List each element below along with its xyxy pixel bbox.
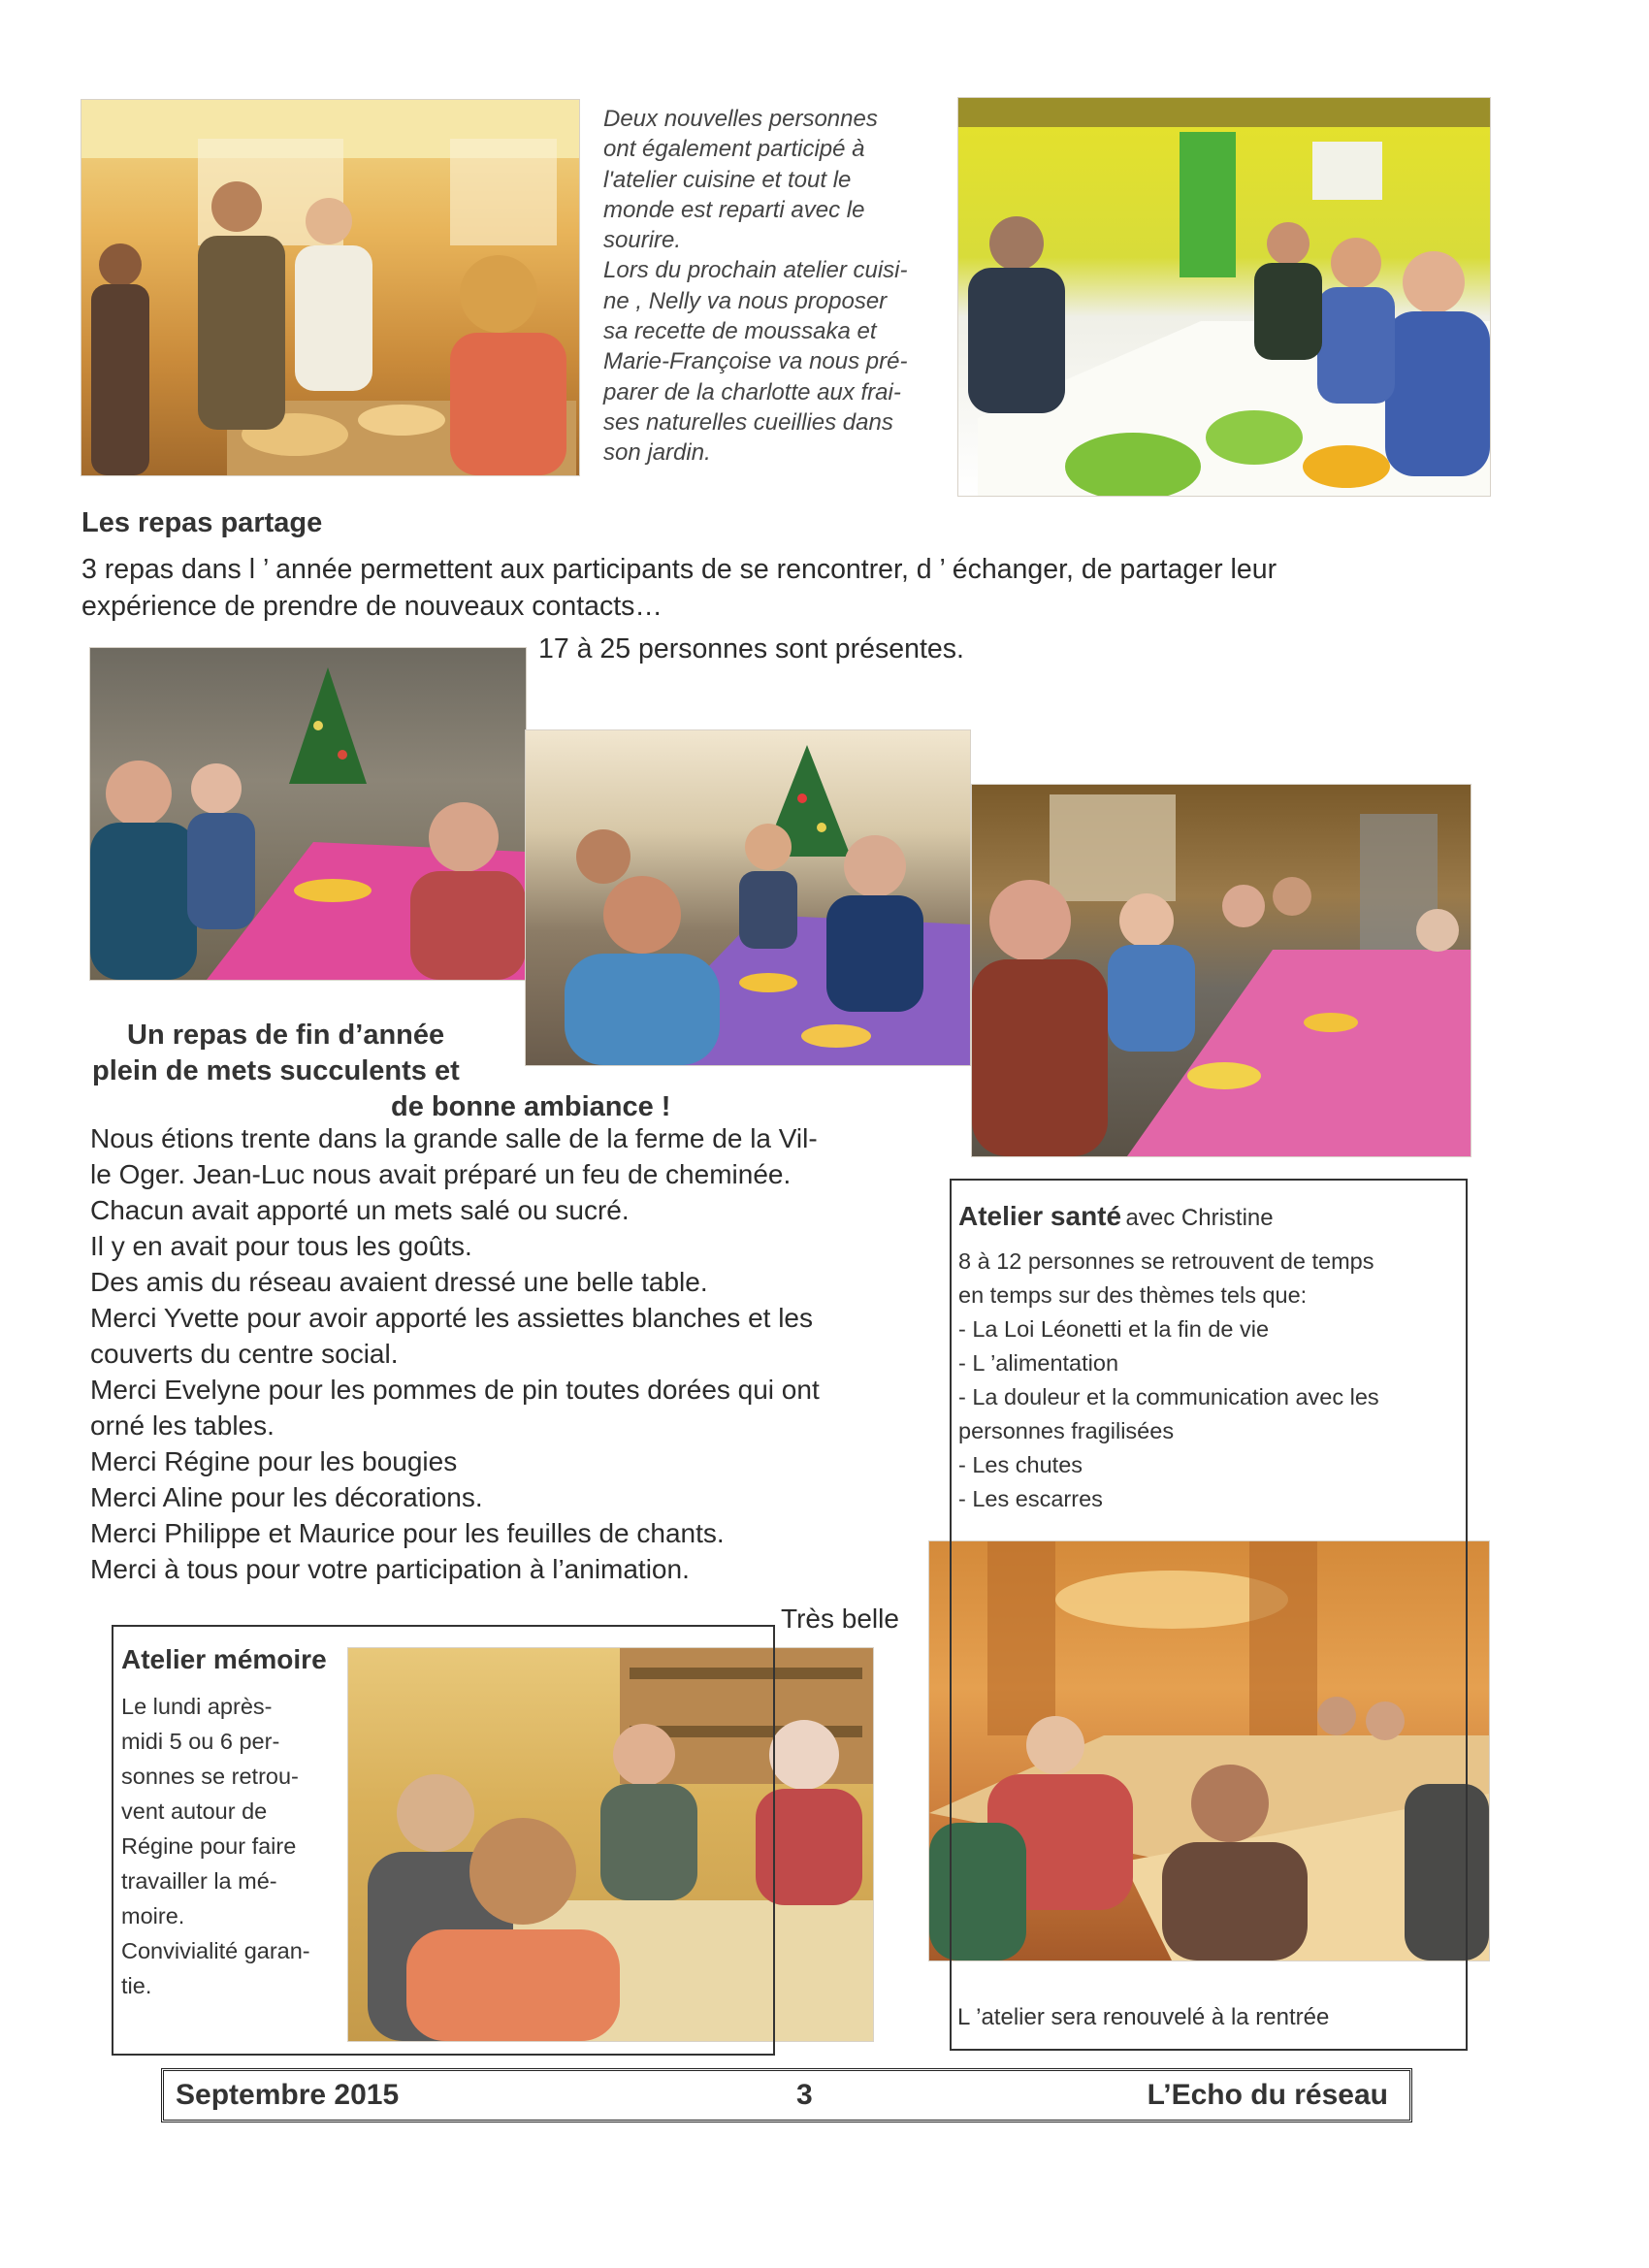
cooking-paragraph-line: l'atelier cuisine et tout le [603,166,852,193]
fin-annee-title [92,1018,671,1125]
photo-cooking-table [957,97,1491,497]
atelier-memoire-text [121,1689,344,2003]
atelier-memoire-line: Convivialité garan- [121,1938,310,1963]
repas-partage-line-1: 3 repas dans l ’ année permettent aux participants de se rencontrer, d ’ échanger, de partager leur [81,554,1277,585]
fin-annee-paragraph [90,1120,944,1587]
fin-annee-title-line: plein de mets succulents et [92,1055,460,1086]
atelier-sante-title: Atelier santé [958,1201,1122,1231]
atelier-memoire-line: travailler la mé- [121,1868,277,1894]
cooking-paragraph-line: son jardin. [603,439,711,467]
photo-cooking-workshop-scene [81,100,579,475]
fin-annee-line: Nous étions trente dans la grande salle de la ferme de la Vil- [90,1123,818,1153]
photo-christmas-meal-3 [971,784,1471,1157]
tres-belle-text: Très belle [781,1604,899,1634]
photo-cooking-workshop [81,99,580,476]
cooking-paragraph-line: ne , Nelly va nous proposer [603,287,888,314]
atelier-sante-line: - L ’alimentation [958,1350,1119,1376]
atelier-memoire-line: tie. [121,1973,152,1998]
atelier-memoire-line: moire. [121,1903,185,1928]
atelier-memoire-line: Le lundi après- [121,1694,273,1719]
photo-christmas-meal-2 [525,729,971,1066]
repas-partage-line-3: 17 à 25 personnes sont présentes. [538,633,964,664]
cooking-paragraph-line: ses naturelles cueillies dans [603,408,893,436]
fin-annee-line: orné les tables. [90,1410,275,1441]
photo-cooking-table-scene [958,98,1490,496]
footer-page-number: 3 [796,2079,813,2111]
fin-annee-line: Merci Evelyne pour les pommes de pin toutes dorées qui ont [90,1375,820,1405]
cooking-paragraph-line: sa recette de moussaka et [603,318,877,345]
photo-christmas-meal-3-scene [972,785,1471,1156]
atelier-memoire-line: vent autour de [121,1798,268,1824]
fin-annee-line: Merci Aline pour les décorations. [90,1482,483,1512]
repas-partage-title: Les repas partage [81,507,323,538]
fin-annee-title-line: Un repas de fin d’année [127,1020,445,1051]
footer-date: Septembre 2015 [176,2079,400,2111]
page-footer [161,2068,1412,2122]
cooking-paragraph-line: Lors du prochain atelier cuisi- [603,257,908,284]
atelier-sante-line: - Les chutes [958,1452,1083,1477]
footer-publication: L’Echo du réseau [1147,2079,1388,2111]
cooking-paragraph-line: monde est reparti avec le [603,196,865,223]
cooking-paragraph-line: sourire. [603,227,682,254]
atelier-sante-footer: L ’atelier sera renouvelé à la rentrée [957,2004,1330,2030]
atelier-sante-header [958,1201,1274,1232]
fin-annee-line: Merci Philippe et Maurice pour les feuilles de chants. [90,1518,725,1548]
cooking-paragraph-line: ont également participé à [603,136,865,163]
fin-annee-line: le Oger. Jean-Luc nous avait préparé un feu de cheminée. [90,1159,792,1189]
atelier-memoire-line: Régine pour faire [121,1833,297,1859]
fin-annee-line: Il y en avait pour tous les goûts. [90,1231,472,1261]
cooking-paragraph-line: parer de la charlotte aux frai- [603,378,901,405]
atelier-sante-line: - Les escarres [958,1486,1103,1511]
fin-annee-title-line: de bonne ambiance ! [391,1091,671,1122]
atelier-memoire-line: midi 5 ou 6 per- [121,1729,280,1754]
fin-annee-line: Merci Régine pour les bougies [90,1446,458,1476]
cooking-paragraph-line: Deux nouvelles personnes [603,106,878,132]
photo-christmas-meal-1-scene [90,648,526,980]
atelier-sante-line: personnes fragilisées [958,1418,1175,1443]
fin-annee-line: Merci Yvette pour avoir apporté les assiettes blanches et les [90,1303,813,1333]
atelier-sante-line: - La douleur et la communication avec les [958,1384,1379,1409]
atelier-sante-line: 8 à 12 personnes se retrouvent de temps [958,1248,1374,1274]
photo-christmas-meal-1 [89,647,527,981]
atelier-sante-line: - La Loi Léonetti et la fin de vie [958,1316,1270,1342]
atelier-memoire-line: sonnes se retrou- [121,1764,299,1789]
atelier-memoire-title: Atelier mémoire [121,1644,327,1674]
fin-annee-line: couverts du centre social. [90,1339,399,1369]
repas-partage-line-2: expérience de prendre de nouveaux contacts… [81,591,663,622]
atelier-sante-list [958,1245,1458,1516]
atelier-sante-subtitle: avec Christine [1125,1205,1274,1231]
fin-annee-line: Chacun avait apporté un mets salé ou sucré. [90,1195,630,1225]
fin-annee-line: Des amis du réseau avaient dressé une belle table. [90,1267,708,1297]
photo-christmas-meal-2-scene [526,730,970,1065]
cooking-workshop-paragraph [603,104,948,469]
cooking-paragraph-line: Marie-Françoise va nous pré- [603,348,908,375]
atelier-sante-line: en temps sur des thèmes tels que: [958,1282,1308,1308]
fin-annee-line: Merci à tous pour votre participation à l’animation. [90,1554,690,1584]
